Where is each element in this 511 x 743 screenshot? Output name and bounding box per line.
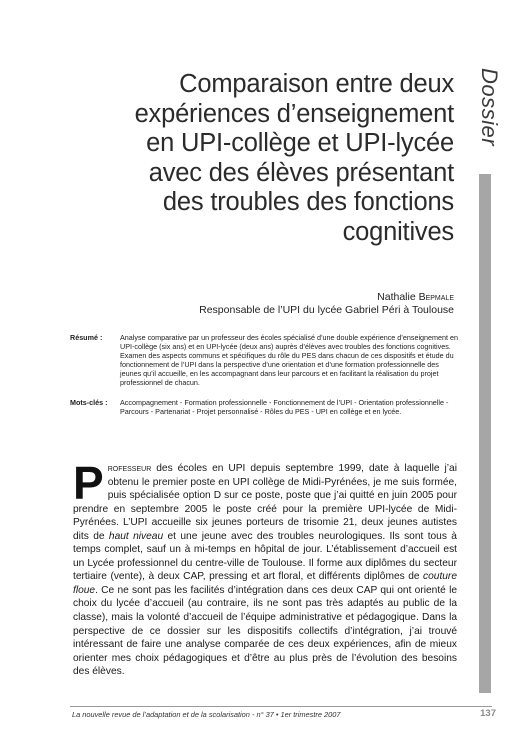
title-line: des troubles des fonctions [162, 188, 454, 216]
title-line: en UPI-collège et UPI-lycée [146, 129, 454, 157]
title-line: expériences d’enseignement [134, 99, 454, 128]
body-text-3: . Ce ne sont pas les facilités d’intégration dans ces deux CAP qui ont orienté le choix du lycée d’accueil (au contraire, ils ne sont pas très adaptés au public de la classe), mais la volonté d’accueil de l’équipe administrative et pédagogique. Dans la perspective de ce dossier sur les dispositifs collectifs d’intégration, j’ai trouvé intéressant de faire une analyse comparée de ces deux expériences, afin de mieux orienter mes choix pédagogiques et d’être au plus près de l’évolution des besoins des élèves. [73, 584, 457, 678]
side-bar [479, 174, 491, 693]
footer-rule [70, 706, 492, 707]
body-text-1: des écoles en UPI depuis septembre 1999, date à laquelle j’ai obtenu le premier poste en UPI collège de Midi-Pyrénées, je me suis formée, puis spécialisée option D sur ce poste, poste que j’ai quitté en juin 2005 pour prendre en septembre 2005 le poste créé pour la première UPI-lycée de Midi-Pyrénées. L’UPI accueille six jeunes porteurs de trisomie 21, deux jeunes autistes dits de [73, 463, 457, 542]
page-number: 137 [480, 708, 496, 719]
body-text-2: et une jeune avec des troubles neurologiques. Ils sont tous à temps complet, sauf un à mi-temps en hôpital de jour. L’établissement d’accueil est un Lycée professionnel du centre-ville de Toulouse. Il forme aux diplômes du secteur tertiaire (vente), à deux CAP, pressing et art floral, et différents diplômes de [73, 530, 457, 583]
keywords-text: Accompagnement - Formation professionnelle - Fonctionnement de l’UPI - Orientation professionnelle - Parcours - Partenariat - Projet personnalisé - Rôles du PES - UPI en collège et en lycée. [120, 398, 449, 416]
footer-journal: La nouvelle revue de l’adaptation et de la scolarisation - n° 37 • 1er trimestre 2007 [72, 710, 341, 719]
author-surname: Bepmale [418, 291, 454, 303]
author-name [150, 291, 454, 304]
drop-cap: P [73, 457, 104, 509]
author-firstname: Nathalie [377, 291, 416, 303]
body-paragraph [73, 457, 457, 679]
abstract-label: Résumé : [70, 333, 103, 342]
title-line: Comparaison entre deux [179, 70, 454, 98]
title-line: avec des élèves présentant [148, 158, 454, 187]
author-affiliation: Responsable de l’UPI du lycée Gabriel Péri à Toulouse [199, 304, 454, 316]
title-line: cognitives [342, 217, 454, 246]
abstract-block [70, 334, 462, 387]
abstract-text: Analyse comparative par un professeur des écoles spécialisé d’une double expérience d’enseignement en UPI-collège (six ans) et en UPI-lycée (deux ans) auprès d’élèves avec troubles des fonctions cognitives. Examen des aspects communs et spécifiques du rôle du PES dans chacun de ces dispositifs et étude du fonctionnement de l’UPI dans la perspective d’une orientation et d’une formation professionnelle des jeunes qu’il accueille, en les accompagnant dans leur parcours et en facilitant la réalisation du projet professionnel de chacun. [120, 333, 459, 387]
author-block [150, 291, 454, 317]
keywords-block [70, 399, 462, 417]
lead-word: rofesseur [107, 463, 152, 474]
section-tag [474, 62, 504, 152]
body-emphasis-1: haut niveau [108, 530, 164, 542]
section-label: Dossier [477, 67, 503, 147]
article-title [60, 70, 454, 247]
keywords-label: Mots-clés : [70, 398, 108, 407]
body-emphasis-2: couture floue [73, 571, 457, 596]
